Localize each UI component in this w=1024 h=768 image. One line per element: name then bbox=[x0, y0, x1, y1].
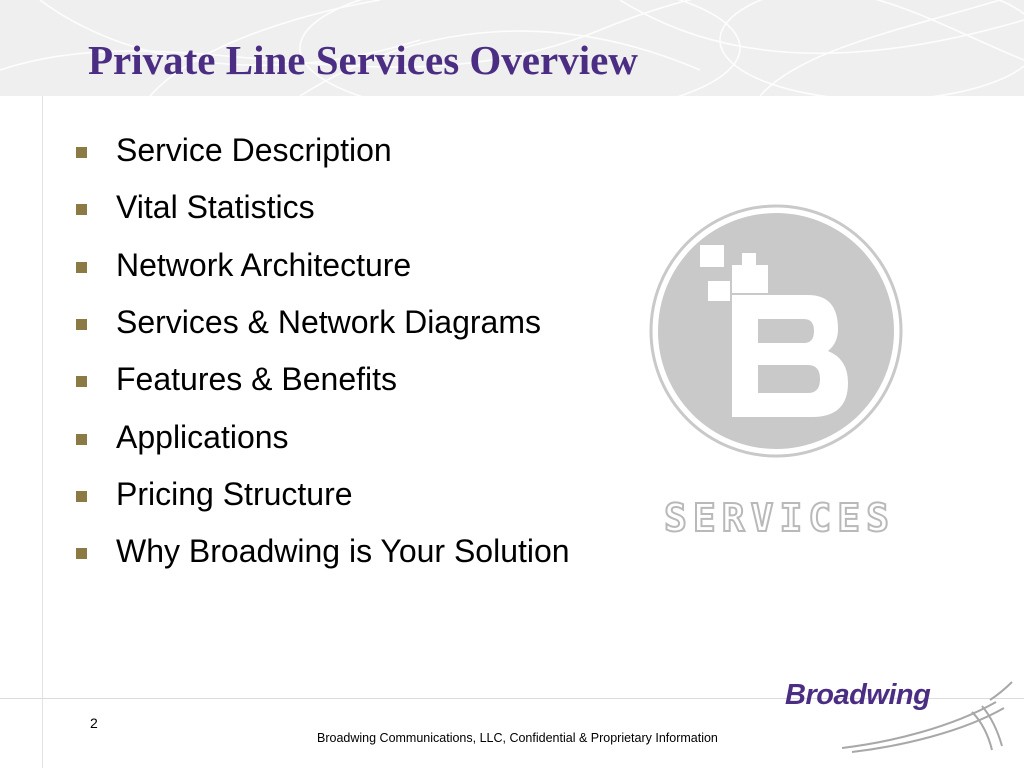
services-caption: SERVICES bbox=[664, 496, 896, 540]
square-bullet-icon bbox=[76, 204, 87, 215]
bullet-text: Pricing Structure bbox=[116, 475, 353, 512]
bullet-item bbox=[76, 466, 570, 523]
bullet-text: Applications bbox=[116, 418, 289, 455]
b-services-emblem-icon bbox=[648, 203, 904, 459]
broadwing-logo-text: Broadwing bbox=[785, 679, 931, 711]
bullet-item bbox=[76, 408, 570, 465]
square-bullet-icon bbox=[76, 548, 87, 559]
bullet-text: Why Broadwing is Your Solution bbox=[116, 533, 570, 570]
left-divider bbox=[42, 96, 43, 768]
bullet-item bbox=[76, 351, 570, 408]
bullet-text: Services & Network Diagrams bbox=[116, 304, 541, 341]
square-bullet-icon bbox=[76, 491, 87, 502]
bullet-item bbox=[76, 523, 570, 580]
bullet-item bbox=[76, 179, 570, 236]
square-bullet-icon bbox=[76, 319, 87, 330]
bullet-text: Vital Statistics bbox=[116, 189, 315, 226]
footer-confidentiality-note: Broadwing Communications, LLC, Confidential & Proprietary Information bbox=[317, 731, 718, 745]
square-bullet-icon bbox=[76, 262, 87, 273]
square-bullet-icon bbox=[76, 376, 87, 387]
square-bullet-icon bbox=[76, 147, 87, 158]
bullet-item bbox=[76, 122, 570, 179]
bullet-text: Features & Benefits bbox=[116, 361, 398, 398]
slide-title: Private Line Services Overview bbox=[88, 37, 638, 83]
bullet-list bbox=[76, 122, 570, 580]
bullet-item bbox=[76, 294, 570, 351]
page-number: 2 bbox=[90, 715, 98, 731]
bullet-item bbox=[76, 237, 570, 294]
bullet-text: Network Architecture bbox=[116, 246, 412, 283]
square-bullet-icon bbox=[76, 434, 87, 445]
bullet-text: Service Description bbox=[116, 132, 392, 169]
